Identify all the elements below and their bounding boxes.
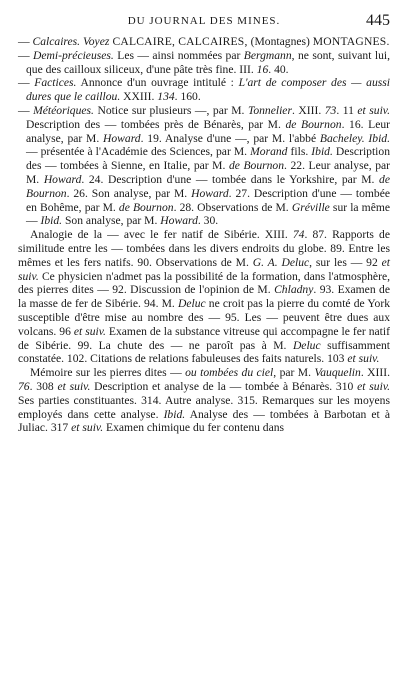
index-entry-segment: Ibid. [40,214,63,228]
index-paragraph-segment: Vauquelin [314,366,361,380]
index-entry-segment: 73 [324,103,337,117]
index-entries [18,35,390,228]
index-entry-segment: CALCAIRE, CALCAIRES, [109,35,251,48]
index-paragraph-segment: et suiv. [71,421,104,435]
index-entry-segment: Morand [250,145,288,159]
index-entry-segment: Calcaires. Voyez [32,35,110,48]
index-entry [18,76,390,104]
index-entry-segment: . 160. [174,90,201,104]
index-entry-segment: (Montagnes) [250,35,313,48]
index-paragraph-segment: ne croit pas la pierre du comté de York susceptible d'être mise au nombre des — 95. Les — peuvent être dues aux volcans. 96 [18,297,391,338]
index-entry-segment: Howard [103,131,141,145]
index-paragraph-segment: Description et analyse de la — tombée à Bénarès. 310 [90,379,358,393]
index-entry-segment: de Bournon [285,117,342,131]
index-paragraph-segment: Deluc [177,297,206,311]
index-entry-segment: Bergmann [243,48,292,62]
index-entry-segment: Howard [160,214,198,228]
page-number: 445 [366,12,390,29]
index-entry-segment: Ibid. [311,145,333,159]
index-entry-segment: Description des — tombées à Sienne, en Italie, par M. [26,145,390,173]
index-entry-segment: . 16. Leur analyse, par M. [26,117,391,145]
index-paragraph-segment: . 87. Rapports de similitude entre les — tombées dans les divers endroits du globe. 89. Entre les mêmes et les fers natifs. 90. Observations de M. [18,228,390,269]
index-entry-segment: Factices. [34,76,77,90]
index-entry [18,48,391,77]
index-entry-segment: Bacheley. Ibid. [319,131,390,145]
index-entry-segment: L'art de composer des — aussi dures que le caillou. [26,76,390,104]
running-title: DU JOURNAL DES MINES. [127,15,281,27]
index-entry-segment: 134 [157,90,175,104]
index-entry-segment: — [18,48,34,62]
index-entry-segment: Les — ainsi nommées par [113,48,244,62]
index-entry-segment: Demi-précieuses. [33,48,114,62]
index-entry-segment: Annonce d'un ouvrage intitulé : [76,76,239,90]
index-entry-segment: . 24. Description d'une — tombée dans le Yorkshire, par M. [81,172,380,186]
index-entry-segment: et suiv. [357,103,390,117]
index-entry-segment: . 27. Description d'une — tombée en Bohême, par M. [26,186,390,214]
index-entry-segment: . 11 [336,103,358,117]
running-header [18,9,390,33]
index-entry-segment: . 40. [268,62,289,76]
index-paragraph-segment: Deluc [292,338,321,352]
index-entry-segment: de Bournon [118,200,174,214]
index-paragraph-segment: . XIII. [360,366,390,380]
index-entry-segment: . 22. Leur analyse, par M. [26,159,390,186]
index-paragraph-segment: 74 [292,228,305,242]
index-paragraph-segment: et suiv. [57,379,91,393]
index-entry-segment: Son analyse, par M. [62,214,161,228]
index-paragraph-segment: Ses parties constituantes. 314. Autre analyse. 315. Remarques sur les moyens employés dans cette analyse. [18,393,390,421]
index-entry-segment: , ne sont, suivant lui, que des cailloux siliceux, d'une pâte très fine. III. [26,48,391,76]
index-paragraph-segment: Examen de la substance vitreuse qui accompagne le fer natif de Sibérie. 99. La chute des — ne paroît pas à M. [18,324,390,352]
index-paragraph-segment: ou tombées du ciel [185,366,274,380]
index-entry-segment: — [18,103,34,117]
index-paragraph-segment: G. A. Deluc [252,255,310,269]
index-paragraph [18,228,390,366]
index-paragraph-segment: Chladny [274,283,314,297]
index-entry-segment: Gréville [291,200,330,214]
index-paragraph-segment: suffisamment constatée. 102. Citations de relations fabuleuses des faits naturels. 103 [18,338,390,366]
index-entry-segment: Tonnelier [247,103,292,117]
index-paragraph-segment: et suiv. [18,255,390,283]
index-paragraph-segment: Mémoire sur les pierres dites — [30,366,186,380]
index-body [18,35,390,435]
index-entry-segment: — [18,35,33,48]
index-paragraph-segment: 76 [18,379,30,393]
index-paragraphs [18,228,390,435]
index-entry-segment: . 30. [197,214,219,228]
index-entry-segment: Météoriques. [33,103,94,117]
index-entry-segment: de Bournon [228,159,285,173]
index-entry-segment: sur la même — [26,200,391,228]
index-paragraph [18,366,390,435]
index-entry-segment: de Bournon [26,172,390,200]
index-entry-segment: — présentée à l'Académie des Sciences, par M. [26,145,251,159]
index-entry [18,35,390,49]
index-paragraph-segment: , sur les — 92 [309,255,382,269]
index-entry-segment: XXIII. [120,90,158,104]
index-paragraph-segment: . 93. Examen de la masse de fer de Sibérie. 94. M. [18,283,391,311]
index-entry-segment: — [18,76,35,90]
index-paragraph-segment: , par M. [273,366,315,380]
index-entry-segment: 16 [256,62,269,76]
index-entry-segment: . 28. Observations de M. [173,200,292,214]
index-paragraph-segment: Examen chimique du fer contenu dans [103,421,285,435]
index-entry-segment: Notice sur plusieurs —, par M. [93,103,248,117]
index-entry-segment: . XIII. [291,103,325,117]
index-paragraph-segment: Analogie de la — avec le fer natif de Sibérie. XIII. [30,228,293,242]
index-entry [18,103,391,228]
index-paragraph-segment: et suiv. [73,324,106,338]
index-paragraph-segment: et suiv. [347,352,380,366]
index-entry-segment: . 19. Analyse d'une —, par M. l'abbé [140,131,320,145]
index-entry-segment: . 26. Son analyse, par M. [66,186,192,200]
index-entry-segment: Description des — tombées près de Bénarès, par M. [26,117,286,131]
index-entry-segment: Howard [191,186,229,200]
index-paragraph-segment: Ce physicien n'admet pas la possibilité de la formation, dans l'atmosphère, des pierres dites — 92. Discussion de l'opinion de M. [18,269,390,297]
index-paragraph-segment: et suiv. [357,379,390,393]
index-entry-segment: Howard [43,172,82,186]
index-paragraph-segment: Analyse des — tombées à Barbotan et à Juliac. 317 [18,407,390,435]
index-paragraph-segment: . 308 [29,379,58,393]
index-entry-segment: MONTAGNES. [312,35,390,48]
index-paragraph-segment: Ibid. [163,407,186,421]
index-entry-segment: fils. [287,145,312,159]
